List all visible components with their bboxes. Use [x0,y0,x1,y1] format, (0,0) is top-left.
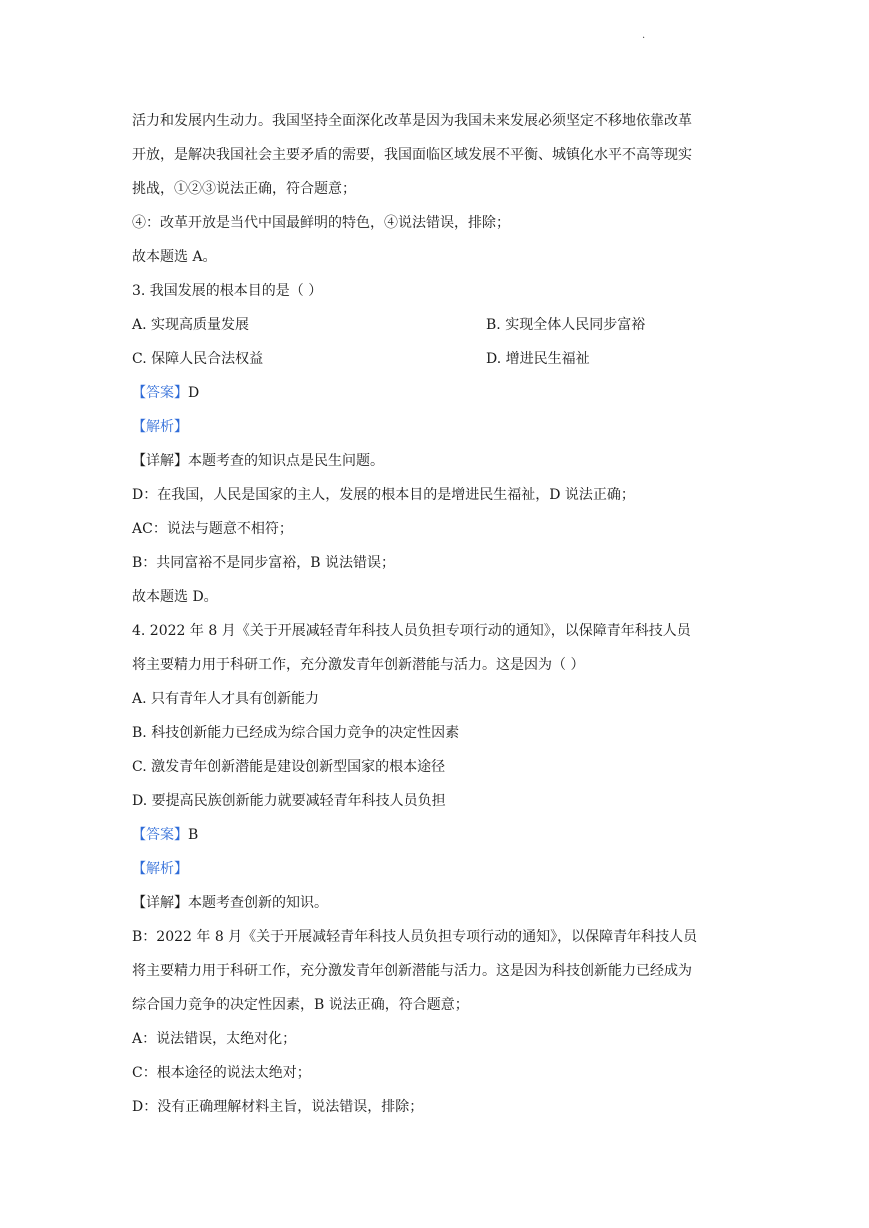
analysis-line: 活力和发展内生动力。我国坚持全面深化改革是因为我国未来发展必须坚定不移地依靠改革 [132,113,692,129]
answer-line [132,376,752,410]
option-b: B. 科技创新能力已经成为综合国力竞争的决定性因素 [132,725,460,741]
analysis-line: 挑战，①②③说法正确，符合题意； [132,181,356,197]
question-3 [132,274,752,614]
question-stem: 将主要精力用于科研工作，充分激发青年创新潜能与活力。这是因为（ ） [132,657,585,673]
prev-analysis [132,104,752,274]
analysis-line: 将主要精力用于科研工作，充分激发青年创新潜能与活力。这是因为科技创新能力已经成为 [132,963,692,979]
answer-tag: 【答案】 [132,827,188,843]
option-c: C. 保障人民合法权益 [132,351,264,367]
analysis-line: C：根本途径的说法太绝对； [132,1065,311,1081]
detail-text: 本题考查创新的知识。 [188,895,328,911]
option-row [132,342,752,376]
analysis-line: B：2022 年 8 月《关于开展减轻青年科技人员负担专项行动的通知》，以保障青年科技人员 [132,929,698,945]
analysis-line: 故本题选 A。 [132,249,217,265]
analysis-line: AC：说法与题意不相符； [132,521,293,537]
detail-line [132,886,752,920]
question-stem: 3. 我国发展的根本目的是（ ） [132,283,323,299]
analysis-line: 综合国力竞争的决定性因素，B 说法正确，符合题意； [132,997,469,1013]
analysis-tag: 【解析】 [132,861,188,877]
analysis-line: D：在我国，人民是国家的主人，发展的根本目的是增进民生福祉，D 说法正确； [132,487,635,503]
detail-line [132,444,752,478]
analysis-heading [132,410,752,444]
question-stem: 4. 2022 年 8 月《关于开展减轻青年科技人员负担专项行动的通知》，以保障青年科技人员 [132,623,691,639]
analysis-line: 故本题选 D。 [132,589,218,605]
answer-value: B [188,827,199,843]
detail-tag: 【详解】 [132,453,188,469]
option-a: A. 只有青年人才具有创新能力 [132,691,320,707]
answer-line [132,818,752,852]
answer-value: D [188,385,200,401]
option-a: A. 实现高质量发展 [132,317,250,333]
analysis-line: B：共同富裕不是同步富裕，B 说法错误； [132,555,396,571]
analysis-line: 开放，是解决我国社会主要矛盾的需要，我国面临区域发展不平衡、城镇化水平不高等现实 [132,147,692,163]
answer-tag: 【答案】 [132,385,188,401]
option-d: D. 要提高民族创新能力就要减轻青年科技人员负担 [132,793,446,809]
option-row [132,308,752,342]
detail-tag: 【详解】 [132,895,188,911]
analysis-line: ④：改革开放是当代中国最鲜明的特色，④说法错误，排除； [132,215,510,231]
analysis-tag: 【解析】 [132,419,188,435]
analysis-line: D：没有正确理解材料主旨，说法错误，排除； [132,1099,424,1115]
document-body [132,104,752,1124]
question-4 [132,614,752,1124]
option-d: D. 增进民生福祉 [486,351,590,367]
option-b: B. 实现全体人民同步富裕 [486,317,646,333]
page-mark: . [642,30,646,41]
option-c: C. 激发青年创新潜能是建设创新型国家的根本途径 [132,759,446,775]
detail-text: 本题考查的知识点是民生问题。 [188,453,384,469]
analysis-line: A：说法错误，太绝对化； [132,1031,297,1047]
analysis-heading [132,852,752,886]
